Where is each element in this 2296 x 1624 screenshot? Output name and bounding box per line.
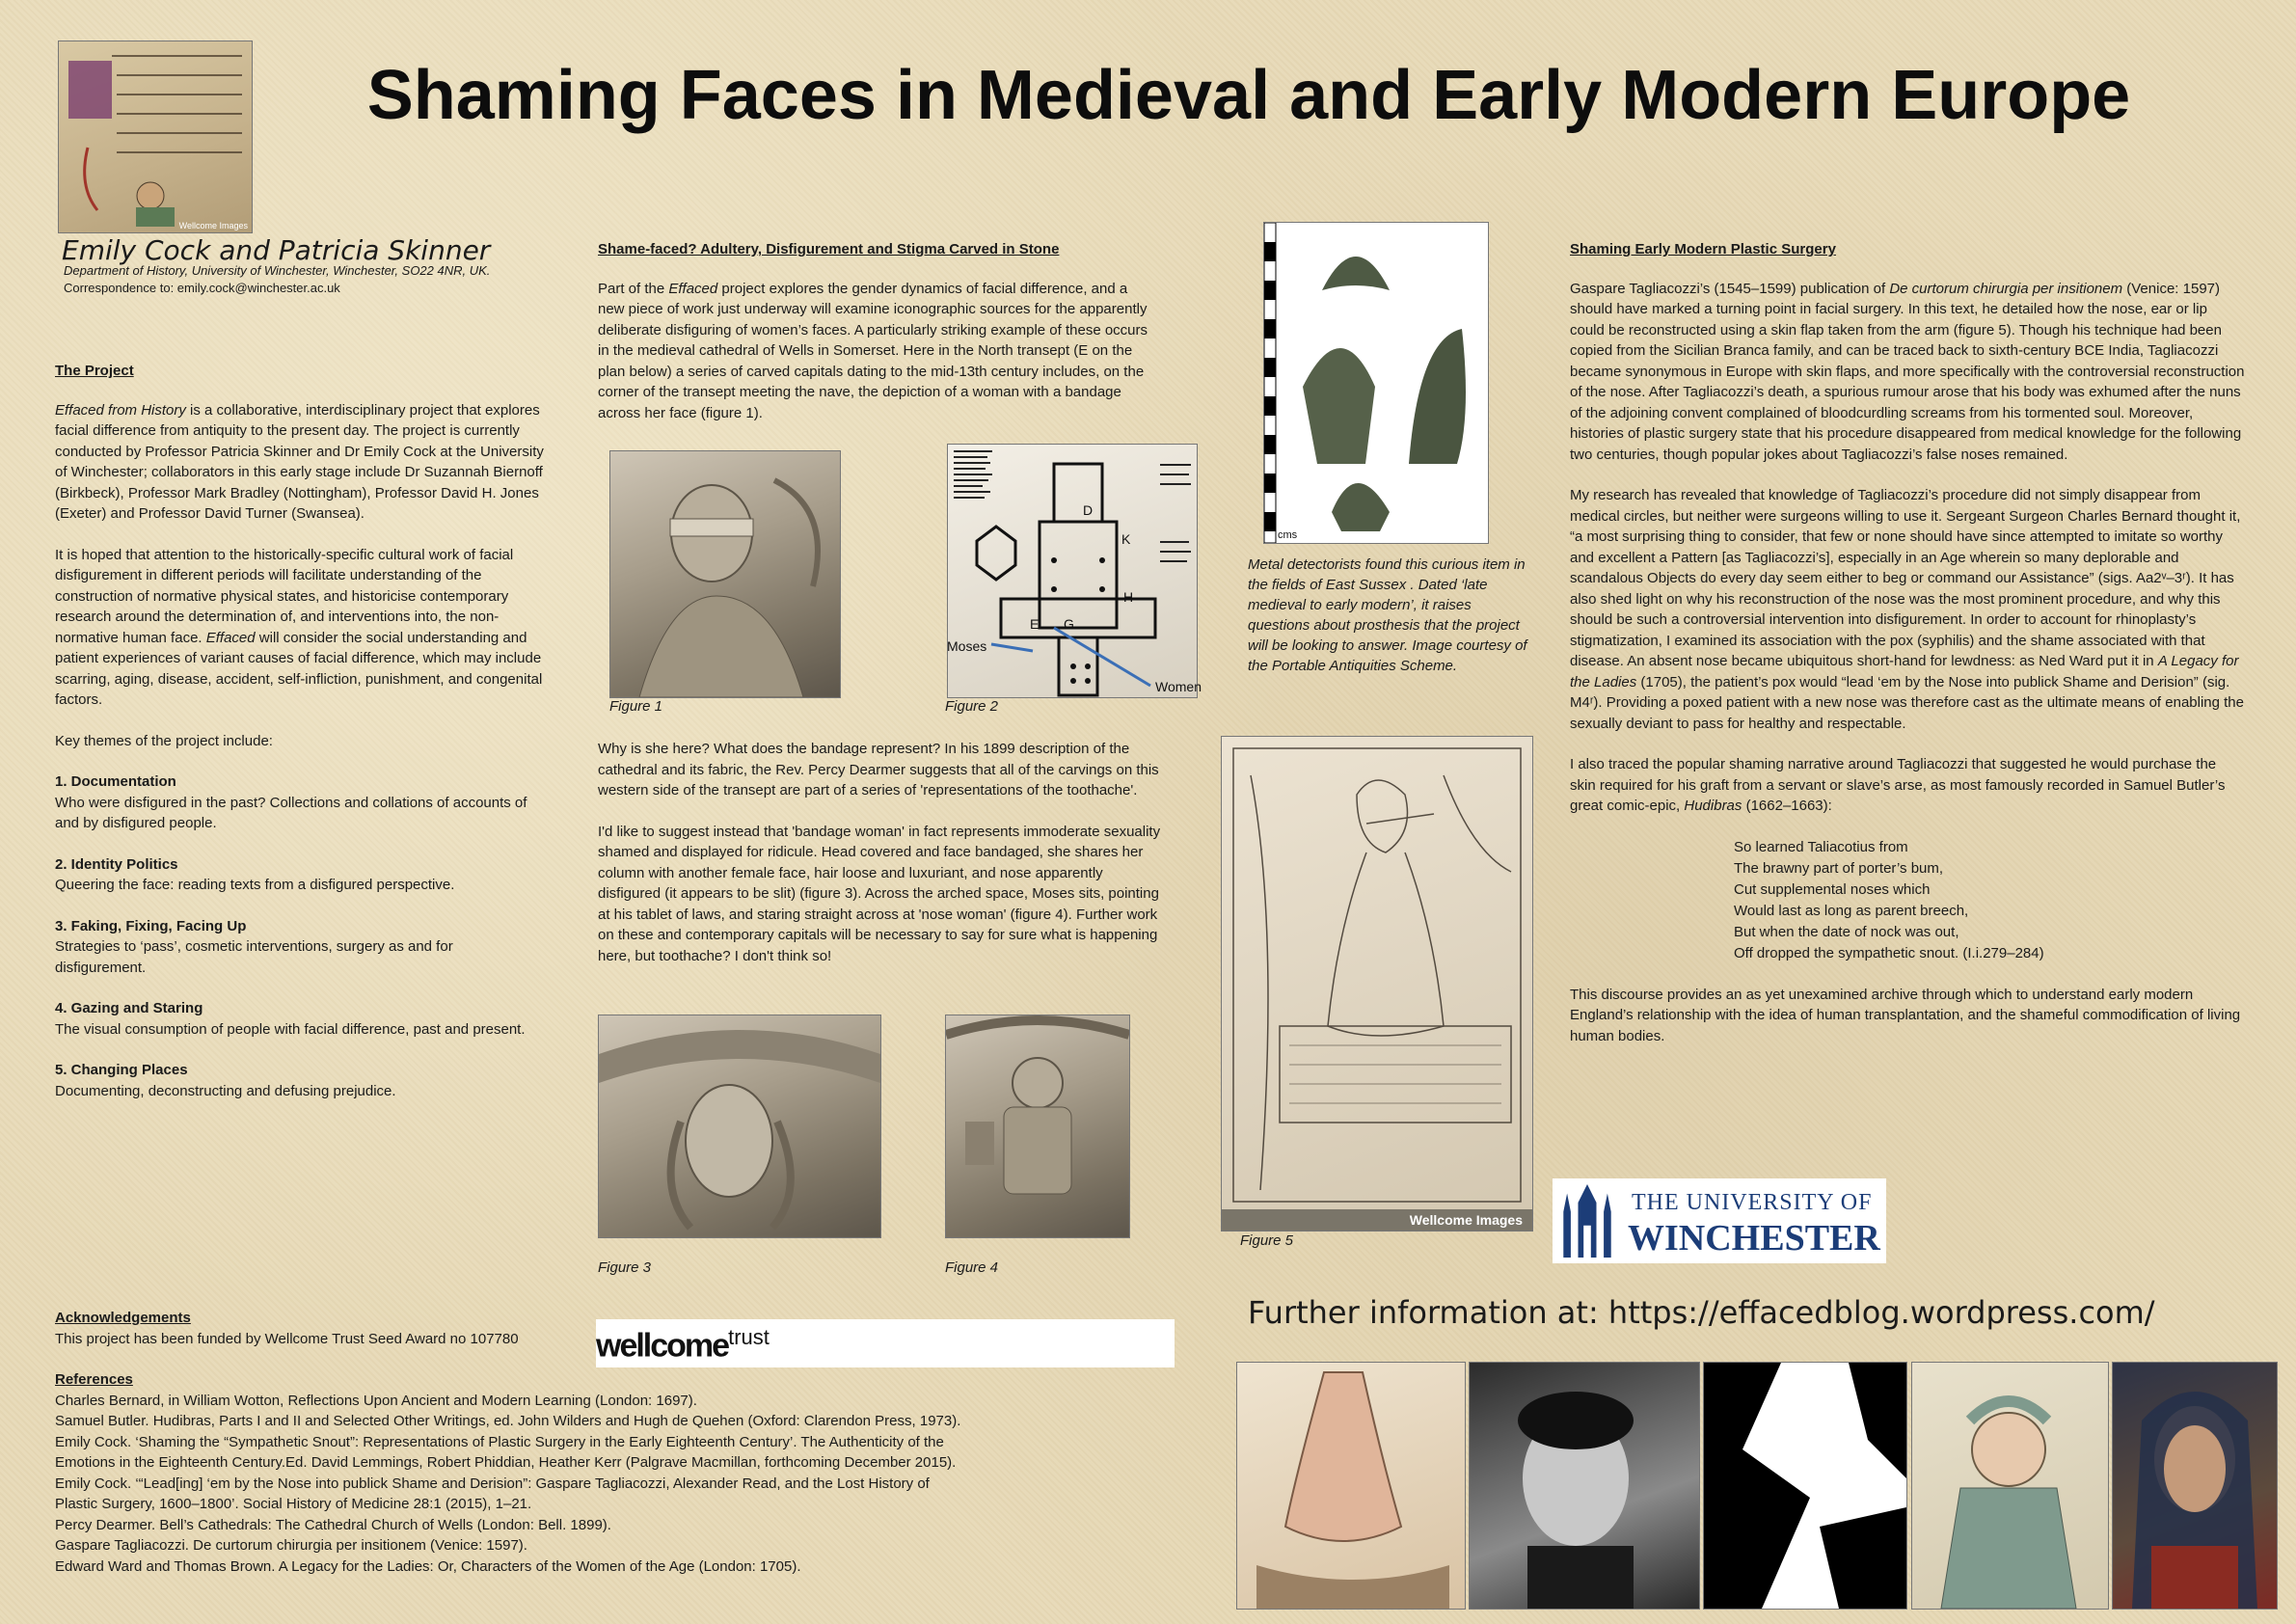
surgery-heading: Shaming Early Modern Plastic Surgery bbox=[1570, 241, 1836, 257]
manuscript-drawing bbox=[59, 41, 252, 232]
photo-woman-portrait bbox=[2112, 1362, 2278, 1610]
poem-line: The brawny part of porter’s bum, bbox=[1734, 859, 1944, 877]
moses-label: Moses bbox=[947, 638, 987, 654]
references-section bbox=[55, 1369, 1193, 1577]
plan-letter-g: G bbox=[1064, 616, 1074, 632]
acknowledgements-text: This project has been funded by Wellcome Trust Seed Award no 107780 bbox=[55, 1330, 519, 1347]
themes-intro: Key themes of the project include: bbox=[55, 732, 273, 749]
theme-text: The visual consumption of people with facial difference, past and present. bbox=[55, 1020, 526, 1038]
figure-5-caption: Figure 5 bbox=[1240, 1232, 1294, 1249]
manuscript-image bbox=[58, 41, 253, 233]
plan-letter-h: H bbox=[1123, 589, 1134, 605]
poem-line: But when the date of nock was out, bbox=[1734, 923, 1959, 940]
women-label: Women bbox=[1155, 679, 1202, 694]
university-logo bbox=[1553, 1178, 1886, 1263]
shame-paragraph-3: I'd like to suggest instead that 'bandage woman' in fact represents immoderate sexuality shamed and displayed for ridicule. Head covered and face bandaged, she shares her column with another female face, hair loose and luxuriant, and nose apparently disfigured (it appears to be slit) (figure 3). Across the arched space, Moses sits, pointing at his tablet of laws, and staring straight across at 'nose woman' (figure 4). Further work on these and contemporary capitals will be necessary to say for sure what is happening here, but toothache? I don't think so! bbox=[598, 823, 1161, 964]
poem-line: Cut supplemental noses which bbox=[1734, 880, 1931, 898]
manuscript-credit: Wellcome Images bbox=[178, 221, 248, 230]
cathedral-icon bbox=[1558, 1184, 1616, 1258]
theme-title: 5. Changing Places bbox=[55, 1062, 188, 1078]
plan-letter-k: K bbox=[1121, 531, 1131, 547]
wellcome-images-credit: Wellcome Images bbox=[1409, 1212, 1523, 1228]
shame-section-top bbox=[598, 239, 1157, 444]
plan-letter-e: E bbox=[1030, 616, 1040, 632]
project-section bbox=[55, 361, 547, 1101]
theme-item bbox=[55, 1060, 547, 1101]
theme-text: Strategies to ‘pass’, cosmetic interventions, surgery as and for disfigurement. bbox=[55, 938, 453, 976]
theme-title: 4. Gazing and Staring bbox=[55, 1000, 203, 1016]
photo-portrait-man bbox=[1469, 1362, 1700, 1610]
project-paragraph-1: Effaced from History is a collaborative, interdisciplinary project that explores facial difference from antiquity to the present day. The project is currently conducted by Professor Patricia Skinner and Dr Emily Cock at the University of Winchester; collaborators in this early stage include Dr Suzannah Biernoff (Birkbeck), Professor Mark Bradley (Nottingham), Professor David H. Jones (Exeter) and Professor David Turner (Swansea). bbox=[55, 401, 544, 522]
photo-abstract-bw bbox=[1703, 1362, 1907, 1610]
shame-heading: Shame-faced? Adultery, Disfigurement and Stigma Carved in Stone bbox=[598, 241, 1060, 257]
reference-item: Edward Ward and Thomas Brown. A Legacy for the Ladies: Or, Characters of the Women of the Age (London: 1705). bbox=[55, 1557, 801, 1575]
figure-1-image bbox=[609, 450, 841, 698]
reference-item: Emily Cock. ‘“Lead[ing] ‘em by the Nose into publick Shame and Derision”: Gaspare Tagliacozzi, Alexander Read, and the Lost History of bbox=[55, 1475, 930, 1492]
figure-4-image bbox=[945, 1015, 1130, 1238]
poem-line: Off dropped the sympathetic snout. (I.i.279–284) bbox=[1734, 944, 2044, 961]
prosthesis-image bbox=[1263, 222, 1489, 544]
affiliation: Department of History, University of Winchester, Winchester, SO22 4NR, UK. bbox=[64, 263, 491, 278]
reference-item: Gaspare Tagliacozzi. De curtorum chirurgia per insitionem (Venice: 1597). bbox=[55, 1537, 527, 1554]
theme-title: 1. Documentation bbox=[55, 773, 176, 790]
figure-2-plan bbox=[947, 444, 1198, 698]
theme-text: Queering the face: reading texts from a disfigured perspective. bbox=[55, 877, 455, 893]
plan-letter-d: D bbox=[1083, 502, 1094, 518]
figure-4-caption: Figure 4 bbox=[945, 1259, 999, 1276]
theme-item bbox=[55, 998, 547, 1040]
surgery-paragraph-4: This discourse provides an as yet unexamined archive through which to understand early modern England’s relationship with the idea of human transplantation, and the shameful commodification of living human bodies. bbox=[1570, 986, 2241, 1044]
theme-item bbox=[55, 854, 547, 896]
shame-paragraph-1: Part of the Effaced project explores the gender dynamics of facial difference, and a new piece of work just underway will examine iconographic sources for the apparently deliberate disfiguring of women’s faces. A particularly striking example of these occurs in the medieval cathedral of Wells in Somerset. Here in the North transept (E on the plan below) a series of carved capitals dating to the mid-13th century includes, on the corner of the transept meeting the nave, the depiction of a woman with a bandage across her face (figure 1). bbox=[598, 280, 1148, 421]
figure-3-image bbox=[598, 1015, 881, 1238]
theme-text: Who were disfigured in the past? Collections and collations of accounts of and by disfigured people. bbox=[55, 794, 527, 831]
theme-item bbox=[55, 916, 547, 979]
shame-paragraph-2: Why is she here? What does the bandage represent? In his 1899 description of the cathedral and its fabric, the Rev. Percy Dearmer suggests that all of the carvings on this western side of the transept are part of a series of 'representations of the toothache'. bbox=[598, 741, 1159, 798]
acknowledgements-section bbox=[55, 1308, 595, 1349]
surgery-section bbox=[1570, 239, 2245, 1067]
project-paragraph-2: It is hoped that attention to the historically-specific cultural work of facial disfigurement in different periods will facilitate understanding of the construction of normative physical states, and historicise contemporary research around the determination of, and interventions into, the non-normative human face. Effaced will consider the social understanding and patient experiences of variant causes of facial difference, which may include scarring, aging, disease, accident, self-infliction, punishment, and congenital factors. bbox=[55, 546, 543, 708]
university-line-1: THE UNIVERSITY OF bbox=[1632, 1190, 1873, 1215]
surgery-paragraph-3: I also traced the popular shaming narrative around Tagliacozzi that suggested he would purchase the skin required for his graft from a servant or slave’s arse, as most famously recorded in Samuel Butler’s great comic-epic, Hudibras (1662–1663): bbox=[1570, 756, 2226, 814]
hudibras-poem bbox=[1734, 837, 2245, 964]
reference-item: Charles Bernard, in William Wotton, Reflections Upon Ancient and Modern Learning (London: 1697). bbox=[55, 1392, 697, 1409]
theme-title: 3. Faking, Fixing, Facing Up bbox=[55, 917, 247, 934]
further-info: Further information at: https://effacedblog.wordpress.com/ bbox=[1248, 1294, 2155, 1331]
poster-title: Shaming Faces in Medieval and Early Modern Europe bbox=[366, 57, 2131, 134]
authors: Emily Cock and Patricia Skinner bbox=[62, 234, 491, 266]
surgery-paragraph-2: My research has revealed that knowledge of Tagliacozzi’s procedure did not simply disappear from medical circles, but neither were surgeons willing to use it. Sergeant Surgeon Charles Bernard thought it, “a most surprising thing to consider, that few or none should have since attempted to imitate so worthy and excellent a Pattern [as Tagliacozzi’s], especially in an Age wherein so many deplorable and scandalous Objects do every day seem either to beg or command our Assistance” (sigs. Aa2ᵛ–3ʳ). It has also shed light on why his reconstruction of the nose was the most prominent procedure, and why this should be such a controversial intervention into disfigurement. In order to account for rhinoplasty’s stigmatization, I examined its association with the pox (syphilis) and the shame associated with that disease. An absent nose became ubiquitous short-hand for lewdness: as Ned Ward put it in A Legacy for the Ladies (1705), the patient’s pox would “lead ‘em by the Nose into publick Shame and Derision” (sig. M4ʳ). Providing a poxed patient with a new nose was therefore cast as the ultimate means of enabling the sexually deviant to pass for healthy and respectable. bbox=[1570, 487, 2244, 732]
wellcome-trust-logo bbox=[596, 1319, 1175, 1367]
surgery-paragraph-1: Gaspare Tagliacozzi’s (1545–1599) publication of De curtorum chirurgia per insitionem (Venice: 1597) should have marked a turning point in facial surgery. In this text, he detailed how the nose, ear or lip could be reconstructed using a skin flap taken from the arm (figure 5). Though his technique had been copied from the Sicilian Branca family, and can be traced back to sixth-century BCE India, Tagliacozzi became synonymous in Europe with skin flaps, and more specifically with the controversial reconstruction of the nose. After Tagliacozzi’s death, a spurious rumour arose that his body was exhumed after the nuns of the adjoining convent complained of bloodcurdling screams from his tormented soul. Moreover, histories of plastic surgery state that his procedure disappeared from medical knowledge for the following two centuries, though popular jokes about Tagliacozzi’s false noses remained. bbox=[1570, 280, 2245, 463]
theme-title: 2. Identity Politics bbox=[55, 855, 178, 873]
theme-text: Documenting, deconstructing and defusing prejudice. bbox=[55, 1082, 396, 1099]
reference-item: Emotions in the Eighteenth Century.Ed. David Lemmings, Robert Phiddian, Heather Kerr (Palgrave Macmillan, forthcoming December 2015). bbox=[55, 1454, 957, 1471]
reference-item: Plastic Surgery, 1600–1800’. Social History of Medicine 28:1 (2015), 1–21. bbox=[55, 1496, 532, 1512]
photo-nose-drawing bbox=[1236, 1362, 1466, 1610]
poem-line: Would last as long as parent breech, bbox=[1734, 902, 1969, 919]
theme-item bbox=[55, 771, 547, 834]
wellcome-logo-main: wellcome bbox=[596, 1327, 729, 1365]
figure-1-caption: Figure 1 bbox=[609, 698, 663, 715]
university-line-2: WINCHESTER bbox=[1628, 1218, 1880, 1259]
figure-5-image bbox=[1221, 736, 1533, 1232]
poem-line: So learned Taliacotius from bbox=[1734, 838, 1908, 855]
project-heading: The Project bbox=[55, 363, 134, 379]
prosthesis-caption: Metal detectorists found this curious item in the fields of East Sussex . Dated ‘late medieval to early modern’, it raises questions about prosthesis that the project will be looking to answer. Image courtesy of the Portable Antiquities Scheme. bbox=[1248, 556, 1527, 674]
reference-item: Percy Dearmer. Bell’s Cathedrals: The Cathedral Church of Wells (London: Bell. 1899). bbox=[55, 1516, 611, 1533]
correspondence: Correspondence to: emily.cock@winchester.ac.uk bbox=[64, 281, 340, 295]
photo-manuscript-face bbox=[1911, 1362, 2109, 1610]
figure-3-caption: Figure 3 bbox=[598, 1259, 652, 1276]
shame-section-bottom bbox=[598, 739, 1162, 987]
acknowledgements-heading: Acknowledgements bbox=[55, 1310, 191, 1326]
reference-item: Samuel Butler. Hudibras, Parts I and II and Selected Other Writings, ed. John Wilders and Hugh de Quehen (Oxford: Clarendon Press, 1973). bbox=[55, 1413, 961, 1429]
references-heading: References bbox=[55, 1371, 133, 1388]
figure-2-caption: Figure 2 bbox=[945, 698, 999, 715]
wellcome-logo-sup: trust bbox=[728, 1325, 770, 1349]
scale-label: cms bbox=[1278, 529, 1298, 541]
reference-item: Emily Cock. ‘Shaming the “Sympathetic Snout”: Representations of Plastic Surgery in the Early Eighteenth Century’. The Authenticity of the bbox=[55, 1433, 944, 1450]
